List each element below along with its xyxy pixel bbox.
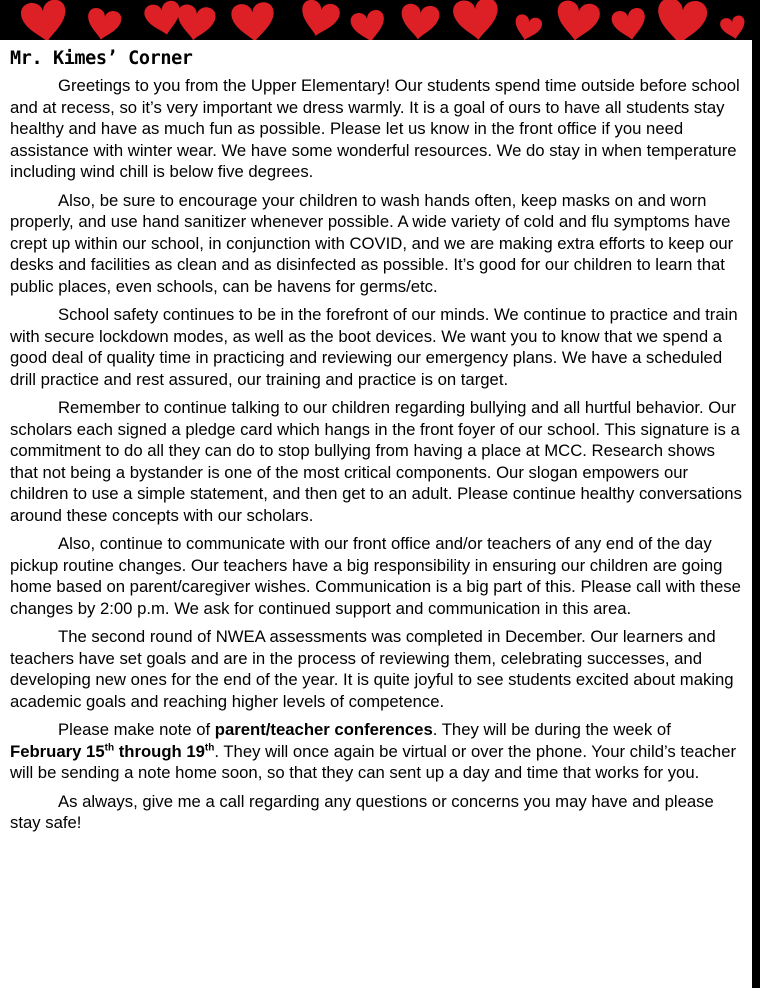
paragraph-pickup-changes: Also, continue to communicate with our front office and/or teachers of any end of the day pickup routine changes. Our teachers have a big responsibility in ensuring our children are going home based on parent/caregiver wishes. Communication is a big part of this. Please call with these changes by 2:00 p.m. We ask for continued support and communication in this area. (10, 534, 741, 618)
heart-icon (174, 3, 216, 40)
paragraph-health: Also, be sure to encourage your children to wash hands often, keep masks on and worn properly, and use hand sanitizer whenever possible. A wide variety of cold and flu symptoms have crept up within our school, in conjunction with COVID, and we are making extra efforts to keep our desks and facilities as clean and as disinfected as possible. It’s good for our children to learn that public places, even schools, can be havens for germs/etc. (10, 190, 734, 296)
conferences-emphasis: parent/teacher conferences (214, 720, 433, 739)
heart-icon (84, 7, 122, 40)
date-start: February 15 (10, 741, 105, 761)
date-through: through 19 (114, 741, 205, 761)
conferences-lead: Please make note of (58, 720, 215, 739)
paragraph-bullying: Remember to continue talking to our children regarding bullying and all hurtful behavior. Our scholars each signed a pledge card which hangs in the front foyer of our school. This signature is a commitment to do all they can do to stop bullying from having a place at MCC. Research shows that not being a bystander is one of the most critical components. Our slogan empowers our children to use a simple statement, and then get to an adult. Please continue healthy conversations around these concepts with our scholars. (10, 398, 742, 525)
date-end-suffix: th (204, 741, 215, 753)
heart-icon (512, 13, 544, 40)
heart-icon (297, 0, 341, 40)
heart-icon (143, 0, 185, 38)
newsletter-article (10, 48, 744, 841)
paragraph-nwea-assessments: The second round of NWEA assessments was completed in December. Our learners and teachers have set goals and are in the process of reviewing them, celebrating successes, and developing new ones for the end of the year. It is quite joyful to see students excited about making academic goals and reaching higher levels of competence. (10, 627, 734, 711)
article-title: Mr. Kimes’ Corner (10, 48, 193, 69)
heart-icon (349, 9, 387, 40)
paragraph-closing: As always, give me a call regarding any questions or concerns you may have and please stay safe! (10, 791, 714, 832)
hearts-banner (0, 0, 760, 40)
heart-icon (231, 1, 277, 40)
hearts-border (0, 0, 760, 40)
heart-icon (610, 7, 648, 40)
conferences-tail: . They will once again be virtual or over the phone. Your child’s teacher will be sending a note home soon, so that they can sent up a day and time that works for you. (10, 741, 737, 782)
page-right-border (752, 40, 760, 988)
paragraph-conferences (10, 719, 744, 784)
heart-icon (719, 14, 748, 40)
heart-icon (554, 0, 601, 40)
heart-icon (20, 0, 70, 40)
date-start-suffix: th (104, 741, 115, 753)
paragraph-school-safety: School safety continues to be in the forefront of our minds. We continue to practice and train with secure lockdown modes, as well as the boot devices. We want you to know that we spend a good deal of quality time in practicing and reviewing our emergency plans. We have a scheduled drill practice and rest assured, our training and practice is on target. (10, 305, 738, 389)
paragraph-winter-wear: Greetings to you from the Upper Elementary! Our students spend time outside before school and at recess, so it’s very important we dress warmly. It is a goal of ours to have all students stay healthy and have as much fun as possible. Please let us know in the front office if you need assistance with winter wear. We have some wonderful resources. We do stay in when temperature including wind chill is below five degrees. (10, 76, 740, 181)
heart-icon (655, 0, 708, 40)
heart-icon (452, 0, 501, 40)
conferences-dates (10, 742, 214, 761)
conferences-mid: . They will be during the week of (432, 720, 671, 739)
heart-icon (399, 3, 440, 40)
